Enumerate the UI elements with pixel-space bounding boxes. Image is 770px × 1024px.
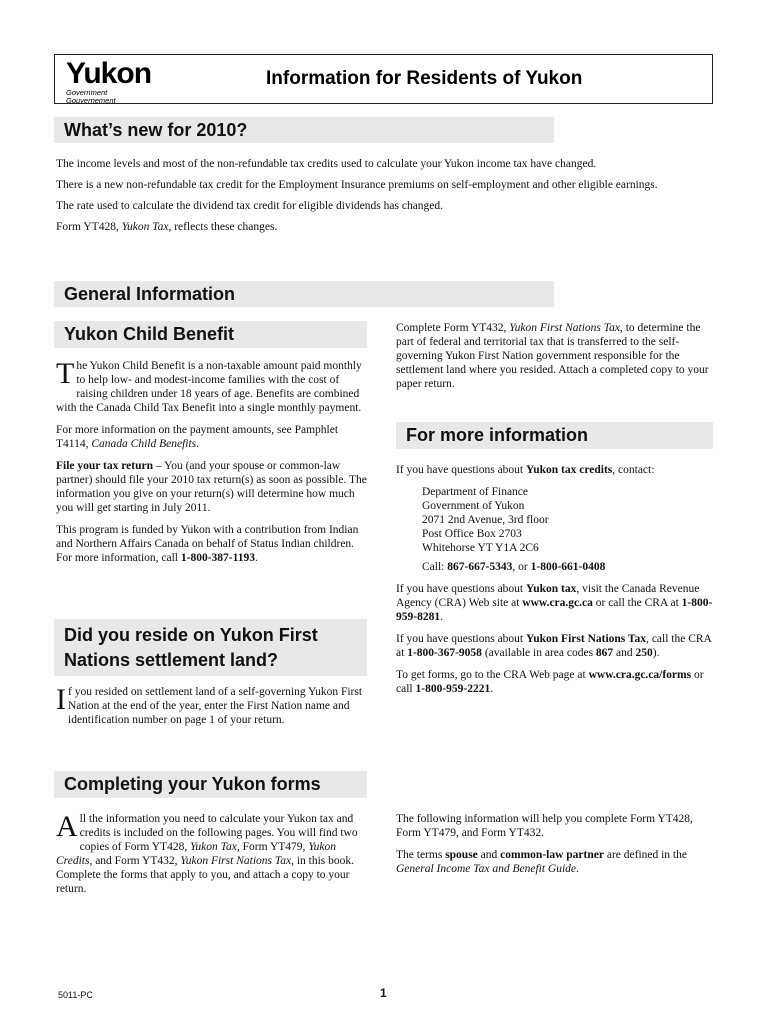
general-info-heading: General Information bbox=[54, 281, 554, 307]
drop-cap: I bbox=[56, 683, 66, 716]
document-title: Information for Residents of Yukon bbox=[266, 68, 583, 89]
drop-cap: T bbox=[56, 357, 75, 390]
yukon-logo bbox=[66, 59, 151, 105]
cra-link[interactable]: www.cra.gc.ca bbox=[522, 597, 593, 609]
more-info-text bbox=[396, 463, 714, 696]
logo-sub-fr: Gouvernement bbox=[66, 96, 116, 105]
completing-r2: The terms spouse and common-law partner are defined in the General Income Tax and Benefit Guide. bbox=[396, 849, 687, 875]
yt432-text: Complete Form YT432, Yukon First Nations Tax, to determine the part of federal and territorial tax that is transferred to the self-governing Yukon First Nation government responsible for the settlement land where you resided. Attach a completed copy to your paper return. bbox=[396, 322, 709, 390]
settlement-text: If you resided on settlement land of a self-governing Yukon First Nation at the end of the year, enter the First Nation name and identification number on page 1 of your return. bbox=[56, 683, 363, 726]
whats-new-p3: The rate used to calculate the dividend tax credit for eligible dividends has changed. bbox=[56, 200, 444, 212]
more-info-p2: If you have questions about Yukon tax, visit the Canada Revenue Agency (CRA) Web site at www.cra.gc.ca or call the CRA at 1-800-959-8281. bbox=[396, 583, 713, 623]
whats-new-p1: The income levels and most of the non-refundable tax credits used to calculate your Yukon income tax have changed. bbox=[56, 158, 597, 170]
whats-new-p4: Form YT428, Yukon Tax, reflects these changes. bbox=[56, 221, 278, 233]
more-info-p1: If you have questions about Yukon tax credits, contact: bbox=[396, 464, 655, 476]
child-benefit-p1: The Yukon Child Benefit is a non-taxable amount paid monthly to help low- and modest-income families with the cost of raising children under 18 years of age. Benefits are combined with the Canada Child Tax Benefit into a single monthly payment. bbox=[56, 357, 362, 414]
more-info-heading: For more information bbox=[396, 422, 713, 449]
cra-forms-link[interactable]: www.cra.gc.ca/forms bbox=[588, 669, 692, 681]
child-benefit-heading: Yukon Child Benefit bbox=[54, 321, 367, 348]
address-block: Department of Finance Government of Yukon 2071 2nd Avenue, 3rd floor Post Office Box 2703 Whitehorse YT Y1A 2C6 bbox=[422, 486, 549, 554]
child-benefit-text bbox=[56, 359, 368, 565]
whats-new-heading: What’s new for 2010? bbox=[54, 117, 554, 143]
form-code: 5011-PC bbox=[58, 990, 93, 1000]
more-info-p3: If you have questions about Yukon First Nations Tax, call the CRA at 1-800-367-9058 (available in area codes 867 and 250). bbox=[396, 633, 712, 659]
completing-text: All the information you need to calculate your Yukon tax and credits is included on the following pages. You will find two copies of Form YT428, Yukon Tax, Form YT479, Yukon Credits, and Form YT432, Yukon First Nations Tax, in this book. Complete the forms that apply to you, and attach a copy to your return. bbox=[56, 810, 358, 895]
drop-cap: A bbox=[56, 810, 78, 843]
child-benefit-p2: For more information on the payment amounts, see Pamphlet T4114, Canada Child Benefits. bbox=[56, 424, 339, 450]
whats-new-text bbox=[56, 157, 716, 234]
more-info-p4: To get forms, go to the CRA Web page at www.cra.gc.ca/forms or call 1-800-959-2221. bbox=[396, 669, 704, 695]
completing-right-text bbox=[396, 812, 714, 876]
child-benefit-p3: File your tax return – You (and your spouse or common-law partner) should file your 2010 tax return(s) as soon as possible. The information you give on your return(s) will determine how much you will get starting in July 2011. bbox=[56, 460, 367, 514]
whats-new-p2: There is a new non-refundable tax credit for the Employment Insurance premiums on self-employment and other eligible earnings. bbox=[56, 179, 658, 191]
completing-r1: The following information will help you complete Form YT428, Form YT479, and Form YT432. bbox=[396, 813, 693, 839]
logo-sub-en: Government bbox=[66, 88, 108, 97]
settlement-heading: Did you reside on Yukon First Nations settlement land? bbox=[54, 619, 367, 676]
child-benefit-p4: This program is funded by Yukon with a contribution from Indian and Northern Affairs Canada on behalf of Status Indian children. For more information, call 1-800-387-1193. bbox=[56, 524, 359, 564]
phone-line: Call: 867-667-5343, or 1-800-661-0408 bbox=[422, 561, 606, 573]
completing-heading: Completing your Yukon forms bbox=[54, 771, 367, 798]
logo-word: Yukon bbox=[66, 57, 152, 90]
page-number: 1 bbox=[380, 986, 387, 1000]
